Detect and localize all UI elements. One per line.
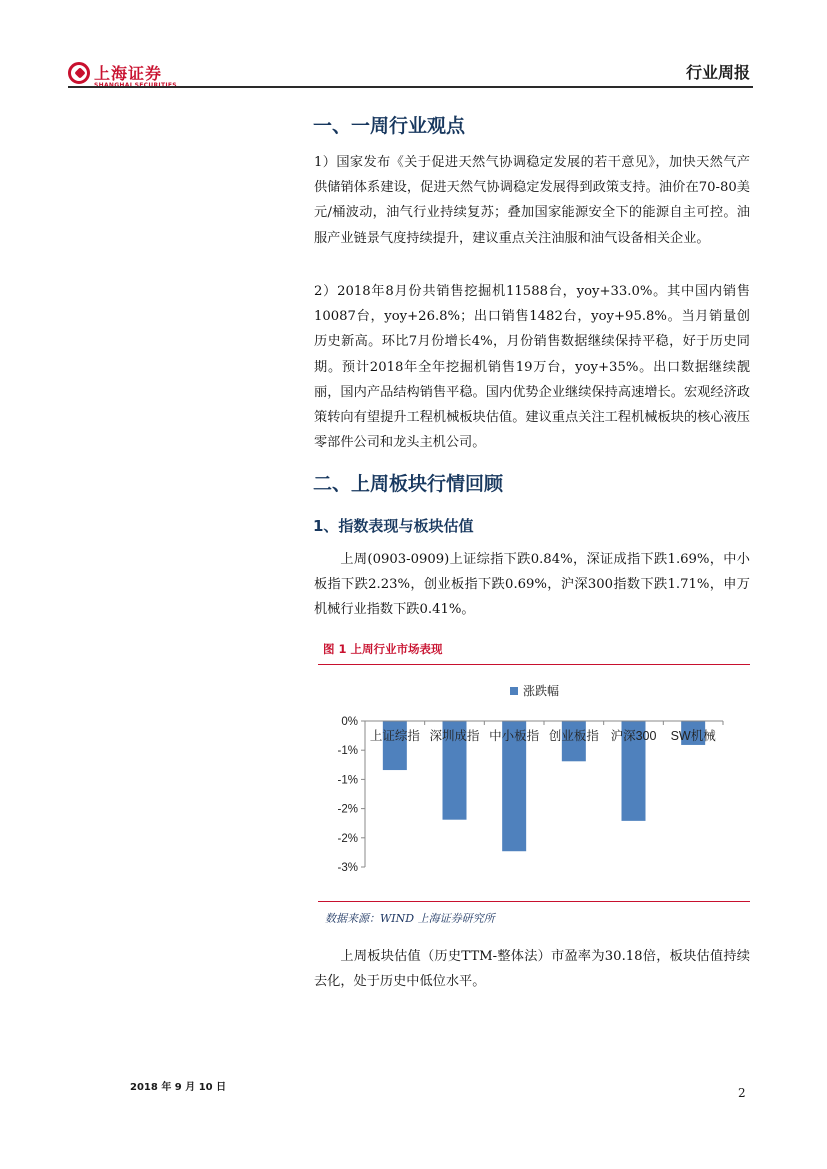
section-2-paragraph-2: 上周板块估值（历史TTM-整体法）市盈率为30.18倍，板块估值持续去化，处于历史中低位水平。	[314, 949, 750, 990]
y-tick-label: -1%	[337, 745, 358, 758]
x-category-label: 中小板指	[489, 729, 540, 743]
figure-top-rule	[318, 664, 750, 665]
figure-source: 数据来源：WIND 上海证券研究所	[325, 912, 495, 925]
section-1-paragraph-2: 2）2018年8月份共销售挖掘机11588台，yoy+33.0%。其中国内销售10087台，yoy+26.8%；出口销售1482台，yoy+95.8%。当月销量创历史新高。环比7月份增长4%，月份销售数据继续保持平稳，好于历史同期。预计2018年全年挖掘机销售19万台，yoy+35%。出口数据继续靓丽，国内产品结构销售平稳。国内优势企业继续保持高速增长。宏观经济政策转向有望提升工程机械板块估值。建议重点关注工程机械板块的核心液压零部件公司和龙头主机公司。	[314, 284, 750, 451]
header-divider	[68, 86, 753, 88]
logo-text-cn: 上海证券	[94, 64, 163, 83]
bar-chart	[318, 670, 750, 896]
footer-date: 2018 年 9 月 10 日	[130, 1082, 227, 1093]
x-category-label: 沪深300	[610, 729, 657, 743]
legend-swatch	[510, 687, 518, 695]
section-2-paragraph-1: 上周(0903-0909)上证综指下跌0.84%，深证成指下跌1.69%，中小板指下跌2.23%，创业板指下跌0.69%，沪深300指数下跌1.71%，申万机械行业指数下跌0.41%。	[314, 552, 750, 618]
page-number: 2	[738, 1086, 746, 1100]
figure-bottom-rule	[318, 901, 750, 902]
x-category-label: 深圳成指	[429, 729, 480, 743]
logo-emblem-icon	[68, 62, 90, 84]
y-tick-label: -3%	[337, 862, 358, 874]
section-1-paragraph-1: 1）国家发布《关于促进天然气协调稳定发展的若干意见》，加快天然气产供储销体系建设，促进天然气协调稳定发展得到政策支持。油价在70-80美元/桶波动，油气行业持续复苏；叠加国家能源安全下的能源自主可控。油服产业链景气度持续提升，建议重点关注油服和油气设备相关企业。	[314, 155, 750, 246]
y-tick-label: 0%	[341, 716, 358, 728]
x-category-label: SW机械	[670, 729, 716, 743]
company-logo	[68, 60, 178, 94]
x-category-label: 创业板指	[548, 729, 599, 743]
x-category-label: 上证综指	[369, 729, 420, 743]
y-tick-label: -2%	[337, 832, 358, 845]
y-tick-label: -1%	[337, 774, 358, 787]
legend-label: 涨跌幅	[523, 684, 560, 698]
y-tick-label: -2%	[337, 803, 358, 816]
section-1-heading: 一、一周行业观点	[313, 115, 466, 137]
report-type-title: 行业周报	[685, 63, 750, 82]
section-2-heading: 二、上周板块行情回顾	[313, 473, 504, 495]
section-2-subheading: 1、指数表现与板块估值	[313, 517, 474, 535]
figure-title: 图 1 上周行业市场表现	[323, 642, 443, 656]
